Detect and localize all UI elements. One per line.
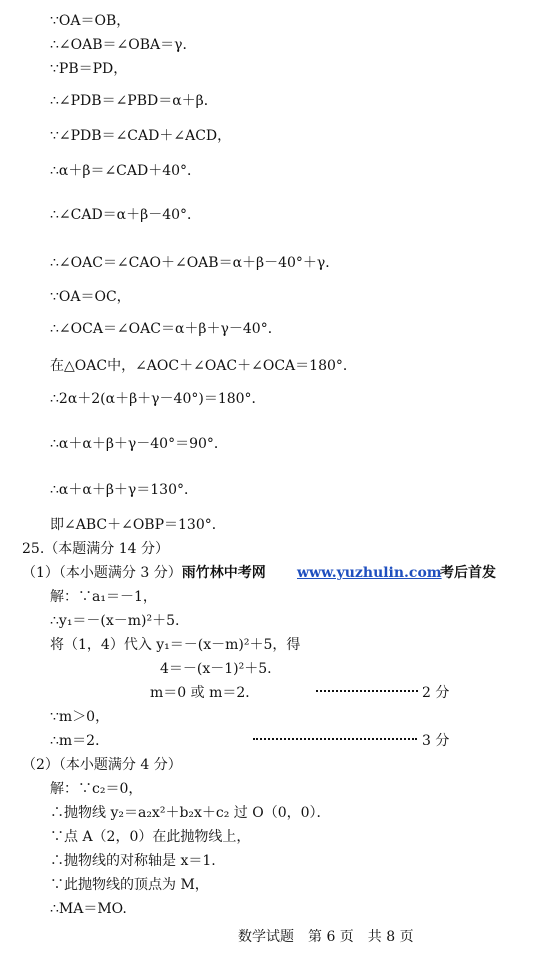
q25-p2-line-3: ∵点 A（2，0）在此抛物线上， (50, 829, 251, 845)
q25-part1-row (22, 564, 266, 582)
proof-line-7: ∴∠CAD＝α＋β－40°． (50, 207, 202, 223)
proof-line-9: ∵OA＝OC， (50, 289, 131, 305)
proof-line-5: ∵∠PDB＝∠CAD＋∠ACD， (50, 128, 232, 144)
score-dot-leader-2 (253, 724, 417, 740)
proof-line-4: ∴∠PDB＝∠PBD＝α＋β． (50, 93, 218, 109)
q25-p2-line-6: ∴MA＝MO. (50, 901, 127, 917)
site-name: 雨竹林中考网 (181, 565, 266, 581)
proof-line-13: ∴α＋α＋β＋γ－40°＝90°． (50, 436, 228, 452)
q25-p1-line-4: 4＝－(x－1)²＋5. (160, 661, 272, 677)
proof-line-6: ∴α＋β＝∠CAD＋40°． (50, 163, 202, 179)
q25-p2-line-1: 解：∵c₂＝0， (50, 781, 143, 797)
q25-p2-line-2: ∴抛物线 y₂＝a₂x²＋b₂x＋c₂ 过 O（0，0）． (50, 805, 331, 821)
site-url-link[interactable]: www.yuzhulin.com (297, 565, 442, 581)
q25-p1-line-5: m＝0 或 m＝2． (150, 685, 260, 701)
proof-line-10: ∴∠OCA＝∠OAC＝α＋β＋γ－40°． (50, 321, 282, 337)
score-3: 3 分 (422, 733, 450, 749)
q25-part2-label: （2）（本小题满分 4 分） (22, 757, 182, 773)
score-dot-leader-1 (316, 676, 418, 692)
q25-p2-line-5: ∵此抛物线的顶点为 M， (50, 877, 209, 893)
proof-line-11: 在△OAC中，∠AOC＋∠OAC＋∠OCA＝180°． (50, 358, 357, 374)
site-tag: 考后首发 (440, 565, 496, 581)
proof-line-12: ∴2α＋2(α＋β＋γ－40°)＝180°． (50, 391, 266, 407)
score-2: 2 分 (422, 685, 450, 701)
proof-line-1: ∵OA＝OB， (50, 13, 131, 29)
proof-line-3: ∵PB＝PD， (50, 61, 128, 77)
proof-line-15: 即∠ABC＋∠OBP＝130°． (50, 517, 226, 533)
proof-line-8: ∴∠OAC＝∠CAO＋∠OAB＝α＋β－40°＋γ． (50, 255, 340, 271)
q25-p2-line-4: ∴抛物线的对称轴是 x＝1. (50, 853, 216, 869)
page-footer: 数学试题 第 6 页 共 8 页 (238, 929, 414, 945)
q25-heading: 25.（本题满分 14 分） (22, 541, 169, 557)
q25-p1-line-1: 解：∵a₁＝－1， (50, 589, 157, 605)
q25-p1-line-2: ∴y₁＝－(x－m)²＋5. (50, 613, 180, 629)
q25-p1-line-3: 将（1，4）代入 y₁＝－(x－m)²＋5，得 (50, 637, 301, 653)
q25-part1-label: （1）（本小题满分 3 分） (22, 565, 182, 581)
q25-p1-line-6: ∵m＞0， (50, 709, 110, 725)
q25-p1-line-7: ∴m＝2． (50, 733, 110, 749)
proof-line-14: ∴α＋α＋β＋γ＝130°． (50, 482, 198, 498)
proof-line-2: ∴∠OAB＝∠OBA＝γ． (50, 37, 197, 53)
